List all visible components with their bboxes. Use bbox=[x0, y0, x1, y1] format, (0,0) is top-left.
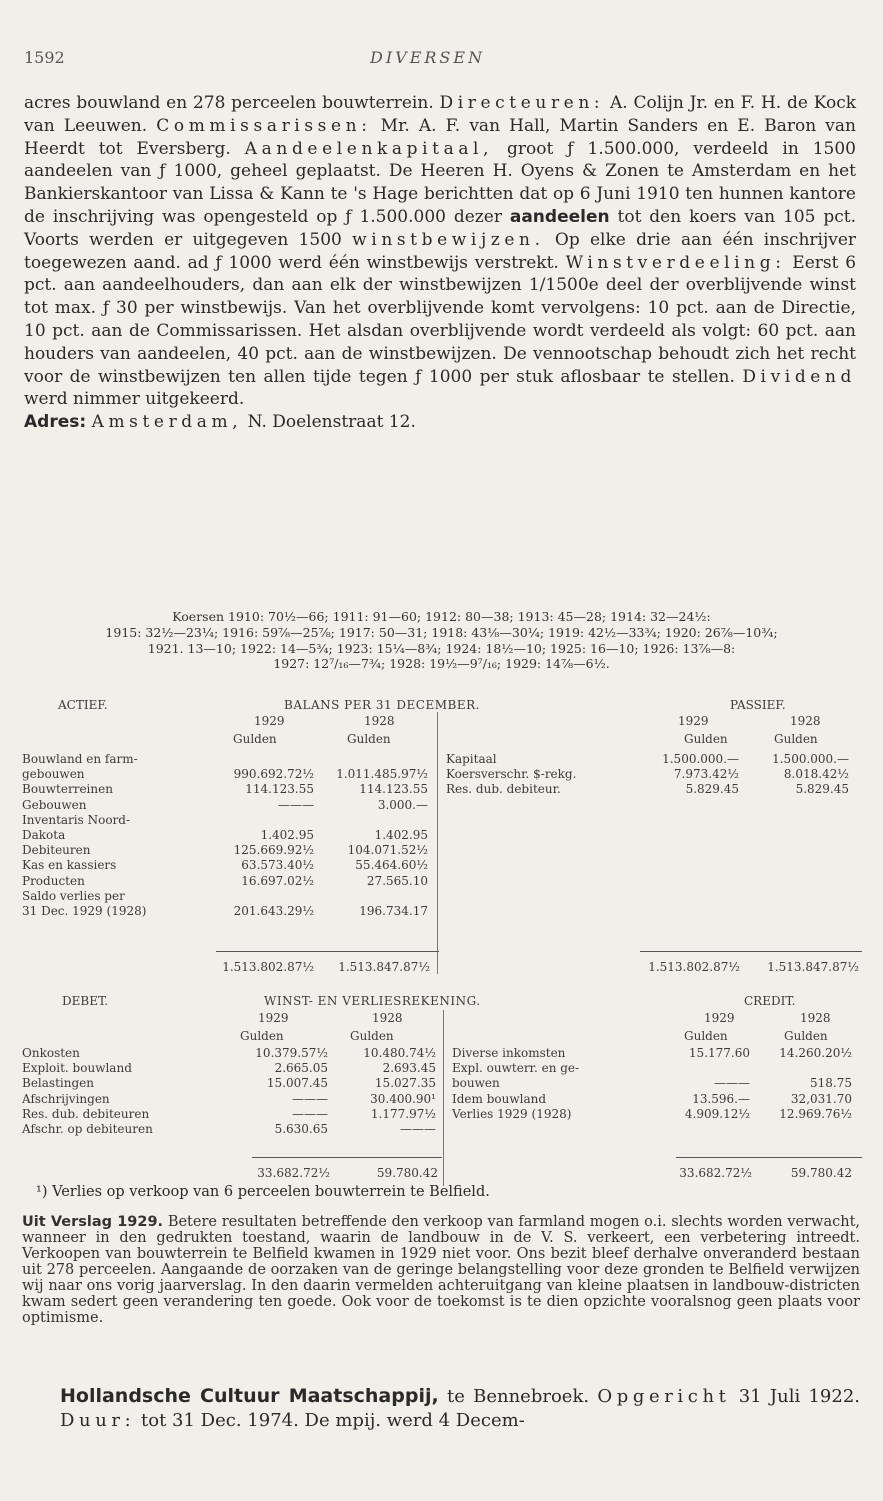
row-label: Kapitaal bbox=[446, 752, 497, 766]
table-row bbox=[22, 752, 432, 767]
row-value-2: 15.027.35 bbox=[374, 1076, 436, 1091]
text-fragment: tot den koers van 105 pct. Voorts werden er uitgegeven 1500 bbox=[24, 206, 857, 250]
table-row bbox=[22, 782, 432, 797]
table-row bbox=[22, 843, 432, 858]
winst-year-2-c: 1928 bbox=[800, 1011, 831, 1025]
balans-year-2-p: 1928 bbox=[790, 714, 821, 728]
row-value-1: 63.573.40½ bbox=[241, 858, 314, 873]
table-row bbox=[22, 828, 432, 843]
page-number: 1592 bbox=[24, 48, 65, 67]
actief-total-2: 1.513.847.87½ bbox=[338, 960, 430, 974]
credit-total-1: 33.682.72½ bbox=[679, 1166, 752, 1180]
row-value-2 bbox=[754, 1061, 852, 1076]
row-label: Saldo verlies per bbox=[22, 888, 125, 903]
row-value-2 bbox=[318, 752, 428, 767]
table-row bbox=[452, 1076, 862, 1091]
row-value-1 bbox=[202, 752, 314, 767]
opgericht-label: Opgericht bbox=[597, 1386, 731, 1407]
koersen-line: 1921. 13—10; 1922: 14—5¾; 1923: 15¼—8¾; 1924: 18½—10; 1925: 16—10; 1926: 13⅞—8: bbox=[147, 640, 736, 656]
balans-unit-2-p: Gulden bbox=[774, 732, 818, 746]
row-value-1: 15.007.45 bbox=[266, 1076, 328, 1091]
next-entry-name: Hollandsche Cultuur Maatschappij, bbox=[60, 1385, 439, 1407]
passief-label: PASSIEF. bbox=[730, 698, 786, 712]
table-row bbox=[452, 1046, 862, 1061]
row-label: Inventaris Noord- bbox=[22, 812, 131, 827]
row-value-2: 5.829.45 bbox=[795, 782, 849, 797]
row-label: Producten bbox=[22, 873, 85, 888]
row-label: Onkosten bbox=[22, 1046, 80, 1060]
table-row bbox=[22, 1061, 442, 1076]
actief-sum-line bbox=[216, 951, 439, 952]
footnote: ¹) Verlies op verkoop van 6 perceelen bouwterrein te Belfield. bbox=[36, 1184, 490, 1200]
row-value-1: 1.500.000.— bbox=[662, 752, 739, 766]
actief-rows bbox=[22, 752, 432, 919]
company-description bbox=[24, 92, 856, 434]
row-value-2: 55.464.60½ bbox=[355, 858, 428, 873]
row-value-1: 5.829.45 bbox=[685, 782, 739, 797]
balans-divider bbox=[437, 712, 438, 974]
row-label: 31 Dec. 1929 (1928) bbox=[22, 903, 147, 918]
text-fragment: werd nimmer uitgekeerd. bbox=[24, 389, 245, 410]
winst-divider bbox=[443, 1010, 444, 1186]
koersen-block bbox=[20, 609, 863, 672]
balans-year-1-p: 1929 bbox=[678, 714, 709, 728]
text-fragment: Op elke drie aan één inschrijver toegewezen aand. ad ƒ 1000 werd één winstbewijs verstrekt. bbox=[24, 229, 857, 273]
row-label: Res. dub. debiteur. bbox=[446, 782, 561, 797]
table-row bbox=[446, 752, 856, 767]
row-label: Afschrijvingen bbox=[22, 1091, 110, 1106]
row-value-1: 4.909.12½ bbox=[684, 1106, 750, 1121]
text-fragment: A. Colijn Jr. en F. H. de Kock van Leeuwen. bbox=[24, 93, 857, 136]
winst-unit-2: Gulden bbox=[350, 1029, 394, 1043]
credit-rows bbox=[452, 1046, 862, 1122]
table-row bbox=[446, 767, 856, 782]
table-row bbox=[22, 1076, 442, 1091]
table-row bbox=[446, 782, 856, 797]
koersen-line: 1927: 12⁷/₁₆—7¾; 1928: 19½—9⁷/₁₆; 1929: 14⅞—6½. bbox=[273, 656, 610, 672]
table-row bbox=[22, 1092, 442, 1107]
row-value-2: 1.177.97½ bbox=[370, 1106, 436, 1121]
balans-year-1: 1929 bbox=[254, 714, 285, 728]
actief-total-1: 1.513.802.87½ bbox=[222, 960, 314, 974]
row-value-2: 32,031.70 bbox=[790, 1091, 852, 1106]
credit-sum-line bbox=[676, 1157, 862, 1158]
row-value-2: 14.260.20½ bbox=[779, 1046, 852, 1060]
credit-label: CREDIT. bbox=[744, 994, 796, 1008]
row-value-2 bbox=[318, 889, 428, 904]
row-label: Dakota bbox=[22, 827, 66, 842]
table-row bbox=[22, 767, 432, 782]
row-value-1: 114.123.55 bbox=[245, 782, 314, 797]
balans-unit-2: Gulden bbox=[347, 732, 391, 746]
table-row bbox=[22, 1046, 442, 1061]
debet-total-1: 33.682.72½ bbox=[257, 1166, 330, 1180]
verslag-label: Uit Verslag 1929. bbox=[22, 1214, 164, 1230]
row-value-1: ——— bbox=[292, 1091, 328, 1106]
row-value-1: ——— bbox=[292, 1106, 328, 1121]
debet-label: DEBET. bbox=[62, 994, 109, 1008]
kapitaal-label: Aandeelenkapitaal, bbox=[244, 138, 494, 159]
row-value-2: 3.000.— bbox=[377, 797, 428, 812]
table-row bbox=[22, 858, 432, 873]
table-row bbox=[22, 1107, 442, 1122]
row-label: Afschr. op debiteuren bbox=[22, 1121, 153, 1136]
text-fragment: tot 31 Dec. 1974. De mpij. werd 4 Decem- bbox=[141, 1410, 525, 1431]
row-label: Debiteuren bbox=[22, 843, 91, 858]
row-value-1: 125.669.92½ bbox=[233, 843, 314, 858]
text-fragment: Mr. A. F. van Hall, Martin Sanders en E. Baron van Heerdt tot Eversberg. bbox=[24, 115, 856, 159]
adres-city: Amsterdam, bbox=[91, 412, 243, 433]
row-value-2: 1.500.000.— bbox=[772, 752, 849, 766]
row-value-2: 518.75 bbox=[810, 1076, 852, 1091]
table-row bbox=[22, 1122, 442, 1137]
balans-unit-1: Gulden bbox=[233, 732, 277, 746]
text-fragment: 31 Juli 1922. bbox=[738, 1386, 860, 1407]
row-value-1 bbox=[652, 1061, 750, 1076]
adres-street: N. Doelenstraat 12. bbox=[247, 412, 416, 433]
row-label: Res. dub. debiteuren bbox=[22, 1106, 150, 1121]
row-value-2: 104.071.52½ bbox=[347, 843, 428, 858]
row-label: bouwen bbox=[452, 1076, 500, 1091]
row-value-1: 16.697.02½ bbox=[241, 873, 314, 888]
row-label: Exploit. bouwland bbox=[22, 1061, 132, 1076]
verslag-text: Betere resultaten betreffende den verkoop van farmland mogen o.i. slechts worden verwacht, wanneer in den gedrukten toestand, waarin de landbouw in de V. S. verkeert, een verbetering intreedt. Verkoopen van bouwterrein te Belfield kwamen in 1929 niet voor. Ons bezit bleef derhalve onveranderd bestaan uit 278 perceelen. Aangaande de oorzaken van de geringe belangstelling voor deze gronden te Belfield verwijzen wij naar ons vorig jaarverslag. In den daarin vermelden achteruitgang van kleine plaatsen in landbouw-districten kwam sedert geen verandering ten goede. Ook voor de toekomst is te dien opzichte vooralsnog geen plaats voor optimisme. bbox=[22, 1214, 860, 1326]
row-value-1: 5.630.65 bbox=[274, 1121, 328, 1136]
actief-label: ACTIEF. bbox=[58, 698, 108, 712]
row-value-1: 2.665.05 bbox=[274, 1061, 328, 1076]
passief-total-1: 1.513.802.87½ bbox=[648, 960, 740, 974]
text-fragment: Eerst 6 pct. aan aandeelhouders, dan aan elk der winstbewijzen 1/1500e deel der overblijvende winst tot max. ƒ 30 per winstbewijs. Van het overblijvende komt vervolgens: 10 pct. aan de Directie, 10 pct. aan de Commissarissen. Het alsdan overblijvende wordt verdeeld als volgt: 60 pct. aan houders van aandeelen, 40 pct. aan de winstbewijzen. De vennootschap behoudt zich het recht voor de winstbewijzen ten allen tijde tegen ƒ 1000 per stuk aflosbaar te stellen. bbox=[24, 252, 857, 387]
table-row bbox=[22, 813, 432, 828]
winst-unit-2-c: Gulden bbox=[784, 1029, 828, 1043]
table-row bbox=[22, 904, 432, 919]
koersen-line: 1915: 32½—23¼; 1916: 59⅞—25⅞; 1917: 50—31; 1918: 43⅛—30¼; 1919: 42½—33¾; 1920: 26⅞—10¾; bbox=[105, 624, 778, 640]
text-fragment: acres bouwland en 278 perceelen bouwterrein. bbox=[24, 93, 434, 113]
winst-year-2: 1928 bbox=[372, 1011, 403, 1025]
adres-label: Adres: bbox=[24, 412, 87, 433]
row-value-1: 1.402.95 bbox=[260, 827, 314, 842]
row-label: Idem bouwland bbox=[452, 1091, 547, 1106]
table-row bbox=[452, 1092, 862, 1107]
row-label: Gebouwen bbox=[22, 797, 87, 812]
balans-title: BALANS PER 31 DECEMBER. bbox=[284, 698, 480, 712]
row-value-2: 12.969.76½ bbox=[779, 1106, 852, 1121]
row-value-1: 10.379.57½ bbox=[255, 1046, 328, 1060]
row-label: Bouwterreinen bbox=[22, 782, 113, 797]
row-label: gebouwen bbox=[22, 767, 85, 782]
table-row bbox=[452, 1107, 862, 1122]
row-value-1: ——— bbox=[714, 1076, 750, 1091]
winst-unit-1: Gulden bbox=[240, 1029, 284, 1043]
row-label: Bouwland en farm- bbox=[22, 752, 138, 766]
balans-unit-1-p: Gulden bbox=[684, 732, 728, 746]
row-value-1 bbox=[202, 813, 314, 828]
row-label: Expl. ouwterr. en ge- bbox=[452, 1061, 580, 1076]
row-value-1: 7.973.42½ bbox=[673, 767, 739, 782]
row-value-2: 1.011.485.97½ bbox=[336, 767, 428, 782]
table-row bbox=[22, 874, 432, 889]
passief-total-2: 1.513.847.87½ bbox=[767, 960, 859, 974]
debet-rows bbox=[22, 1046, 442, 1137]
duur-label: Duur: bbox=[60, 1410, 136, 1431]
passief-rows bbox=[446, 752, 856, 798]
balans-year-2: 1928 bbox=[364, 714, 395, 728]
commissarissen-label: Commissarissen: bbox=[156, 115, 372, 136]
next-entry bbox=[60, 1384, 860, 1433]
dividend-label: Dividend bbox=[742, 366, 856, 387]
passief-sum-line bbox=[640, 951, 862, 952]
winst-unit-1-c: Gulden bbox=[684, 1029, 728, 1043]
winst-title: WINST- EN VERLIESREKENING. bbox=[264, 994, 481, 1008]
row-label: Diverse inkomsten bbox=[452, 1046, 566, 1060]
row-value-2 bbox=[318, 813, 428, 828]
winstverdeeling-label: Winstverdeeling: bbox=[565, 252, 786, 273]
credit-total-2: 59.780.42 bbox=[790, 1166, 852, 1180]
row-value-2: 8.018.42½ bbox=[783, 767, 849, 782]
row-value-2: 2.693.45 bbox=[382, 1061, 436, 1076]
row-value-2: 10.480.74½ bbox=[363, 1046, 436, 1060]
row-label: Koersverschr. $-rekg. bbox=[446, 767, 577, 782]
row-label: Verlies 1929 (1928) bbox=[452, 1106, 572, 1121]
row-label: Belastingen bbox=[22, 1076, 94, 1091]
verslag-block bbox=[22, 1214, 860, 1326]
row-value-1: 13.596.— bbox=[692, 1091, 750, 1106]
row-label: Kas en kassiers bbox=[22, 858, 117, 873]
table-row bbox=[22, 889, 432, 904]
running-title: DIVERSEN bbox=[370, 48, 486, 67]
aandeelen-label: aandeelen bbox=[509, 206, 610, 227]
row-value-1 bbox=[202, 889, 314, 904]
winst-year-1-c: 1929 bbox=[704, 1011, 735, 1025]
row-value-1: ——— bbox=[278, 797, 314, 812]
debet-sum-line bbox=[252, 1157, 442, 1158]
row-value-2: 1.402.95 bbox=[374, 827, 428, 842]
table-row bbox=[22, 798, 432, 813]
row-value-1: 15.177.60 bbox=[688, 1046, 750, 1060]
winst-year-1: 1929 bbox=[258, 1011, 289, 1025]
row-value-2: 30.400.90¹ bbox=[370, 1091, 436, 1106]
table-row bbox=[452, 1061, 862, 1076]
row-value-2: 196.734.17 bbox=[359, 903, 428, 918]
text-fragment: groot ƒ 1.500.000, verdeeld in 1500 aandeelen van ƒ 1000, geheel geplaatst. De Heeren H. Oyens & Zonen te Amsterdam en het Bankierskantoor van Lissa & Kann te 's Hage berichtten dat op 6 Juni 1910 ten hunnen kantore de inschrijving was opengesteld op ƒ 1.500.000 dezer bbox=[24, 138, 856, 227]
koersen-line: Koersen 1910: 70½—66; 1911: 91—60; 1912: 80—38; 1913: 45—28; 1914: 32—24½: bbox=[172, 609, 711, 624]
text-fragment: te Bennebroek. bbox=[446, 1386, 590, 1407]
row-value-2: 114.123.55 bbox=[359, 782, 428, 797]
row-value-2: ——— bbox=[400, 1121, 436, 1136]
row-value-1: 990.692.72½ bbox=[233, 767, 314, 782]
row-value-1: 201.643.29½ bbox=[233, 903, 314, 918]
debet-total-2: 59.780.42 bbox=[376, 1166, 438, 1180]
row-value-2: 27.565.10 bbox=[366, 873, 428, 888]
directeuren-label: Directeuren: bbox=[439, 93, 605, 113]
winstbewijzen-label: winstbewijzen. bbox=[352, 229, 545, 250]
